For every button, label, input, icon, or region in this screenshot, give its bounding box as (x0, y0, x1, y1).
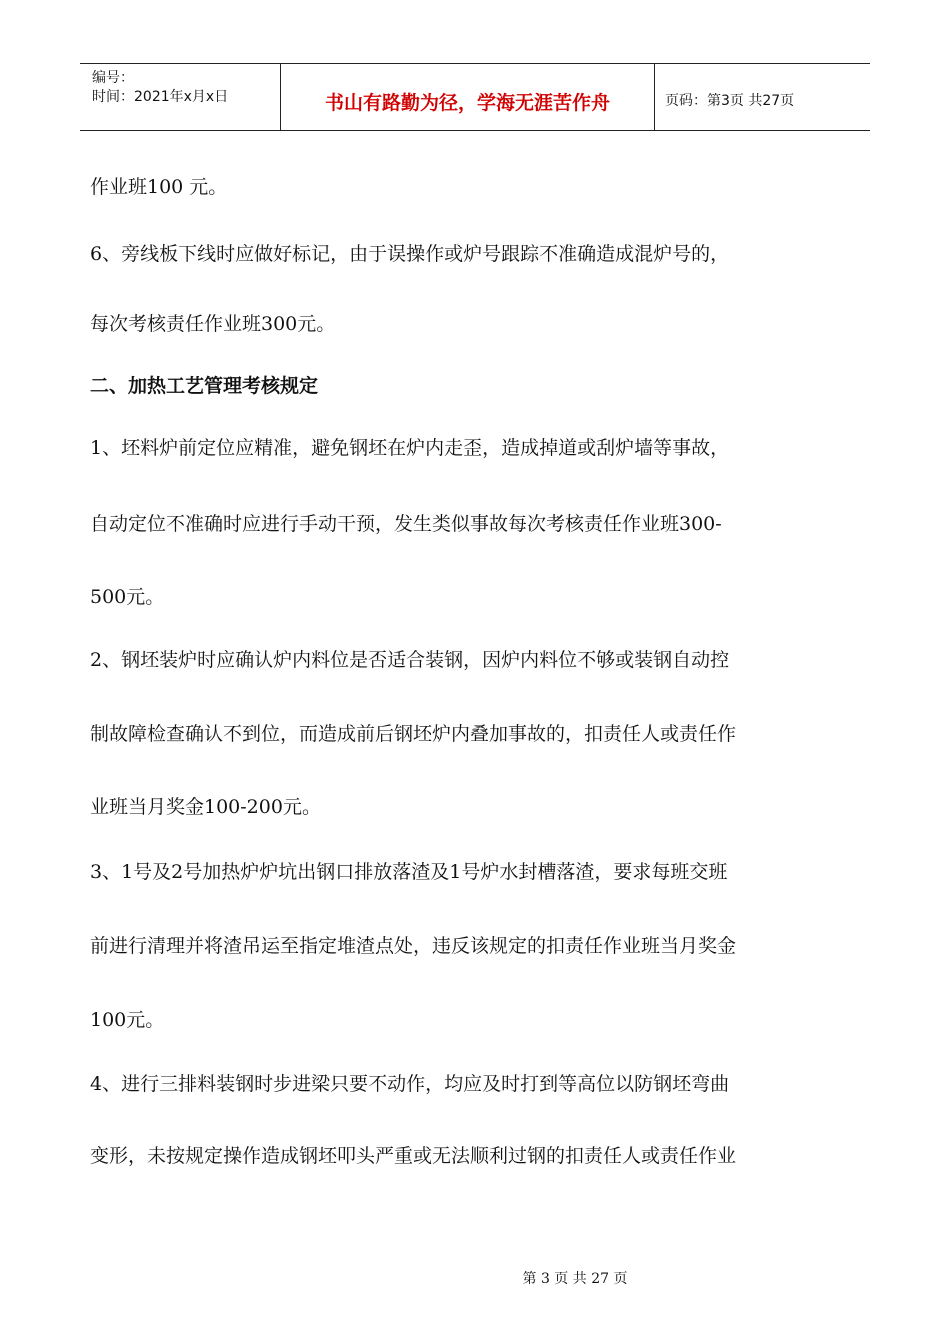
body-line: 变形，未按规定操作造成钢坯叩头严重或无法顺利过钢的扣责任人或责任作业 (90, 1145, 737, 1167)
body-line: 6、旁线板下线时应做好标记，由于误操作或炉号跟踪不准确造成混炉号的， (90, 243, 730, 265)
header-meta (80, 64, 281, 130)
body-line: 自动定位不准确时应进行手动干预，发生类似事故每次考核责任作业班300- (90, 513, 722, 535)
page-footer: 第 3 页 共 27 页 (522, 1271, 628, 1287)
header-page-info: 页码：第3页 共27页 (665, 93, 795, 109)
body-line: 作业班100 元。 (90, 176, 228, 198)
body-line: 每次考核责任作业班300元。 (90, 313, 336, 335)
page-header (80, 63, 870, 131)
header-motto-cell (281, 64, 655, 130)
document-number-label: 编号： (92, 70, 134, 86)
body-line: 3、1号及2号加热炉炉坑出钢口排放落渣及1号炉水封槽落渣，要求每班交班 (90, 861, 728, 883)
body-line: 2、钢坯装炉时应确认炉内料位是否适合装钢，因炉内料位不够或装钢自动控 (90, 649, 730, 671)
body-line: 1、坯料炉前定位应精准，避免钢坯在炉内走歪，造成掉道或刮炉墙等事故， (90, 437, 730, 459)
body-line: 业班当月奖金100-200元。 (90, 796, 321, 818)
body-line: 500元。 (90, 586, 165, 608)
document-time-label: 时间：2021年x月x日 (92, 89, 229, 105)
header-motto: 书山有路勤为径，学海无涯苦作舟 (324, 92, 610, 114)
body-line: 4、进行三排料装钢时步进梁只要不动作，均应及时打到等高位以防钢坯弯曲 (90, 1073, 730, 1095)
section-heading: 二、加热工艺管理考核规定 (90, 375, 319, 397)
body-line: 100元。 (90, 1009, 165, 1031)
body-line: 前进行清理并将渣吊运至指定堆渣点处，违反该规定的扣责任作业班当月奖金 (90, 935, 737, 957)
body-line: 制故障检查确认不到位，而造成前后钢坯炉内叠加事故的，扣责任人或责任作 (90, 723, 737, 745)
